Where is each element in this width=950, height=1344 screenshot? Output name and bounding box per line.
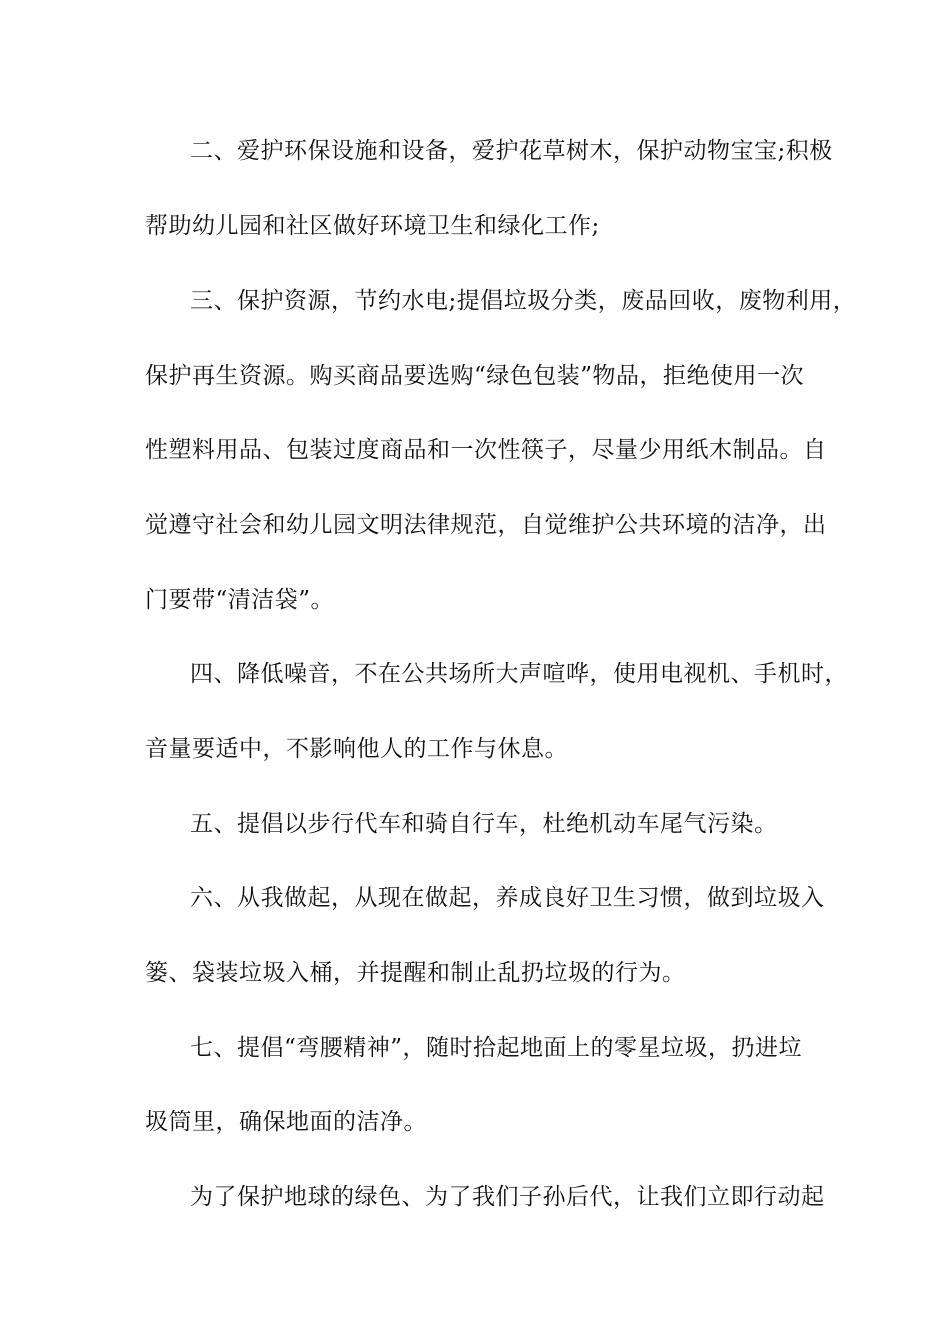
paragraph-5-line-1: 五、提倡以步行代车和骑自行车，杜绝机动车尾气污染。 — [190, 811, 778, 837]
paragraph-3-line-2: 保护再生资源。购买商品要选购“绿色包装”物品，拒绝使用一次 — [145, 363, 805, 389]
paragraph-3-line-4: 觉遵守社会和幼儿园文明法律规范，自觉维护公共环境的洁净，出 — [145, 512, 827, 538]
paragraph-2-line-1: 二、爱护环保设施和设备，爱护花草树木，保护动物宝宝;积极 — [190, 138, 833, 164]
paragraph-6-line-1: 六、从我做起，从现在做起，养成良好卫生习惯，做到垃圾入 — [190, 885, 825, 911]
paragraph-3-line-1: 三、保护资源，节约水电;提倡垃圾分类，废品回收，废物利用， — [190, 288, 857, 314]
paragraph-7-line-1: 七、提倡“弯腰精神”，随时拾起地面上的零星垃圾，扔进垃 — [190, 1035, 803, 1061]
paragraph-7-line-2: 圾筒里，确保地面的洁净。 — [145, 1109, 427, 1135]
paragraph-3-line-3: 性塑料用品、包装过度商品和一次性筷子，尽量少用纸木制品。自 — [145, 437, 827, 463]
paragraph-3-line-5: 门要带“清洁袋”。 — [145, 587, 335, 613]
paragraph-6-line-2: 篓、袋装垃圾入桶，并提醒和制止乱扔垃圾的行为。 — [145, 960, 686, 986]
paragraph-2-line-2: 帮助幼儿园和社区做好环境卫生和绿化工作; — [145, 213, 600, 239]
paragraph-4-line-1: 四、降低噪音，不在公共场所大声喧哗，使用电视机、手机时， — [190, 661, 848, 687]
paragraph-4-line-2: 音量要适中，不影响他人的工作与休息。 — [145, 736, 568, 762]
closing-paragraph-line-1: 为了保护地球的绿色、为了我们子孙后代，让我们立即行动起 — [190, 1184, 825, 1210]
